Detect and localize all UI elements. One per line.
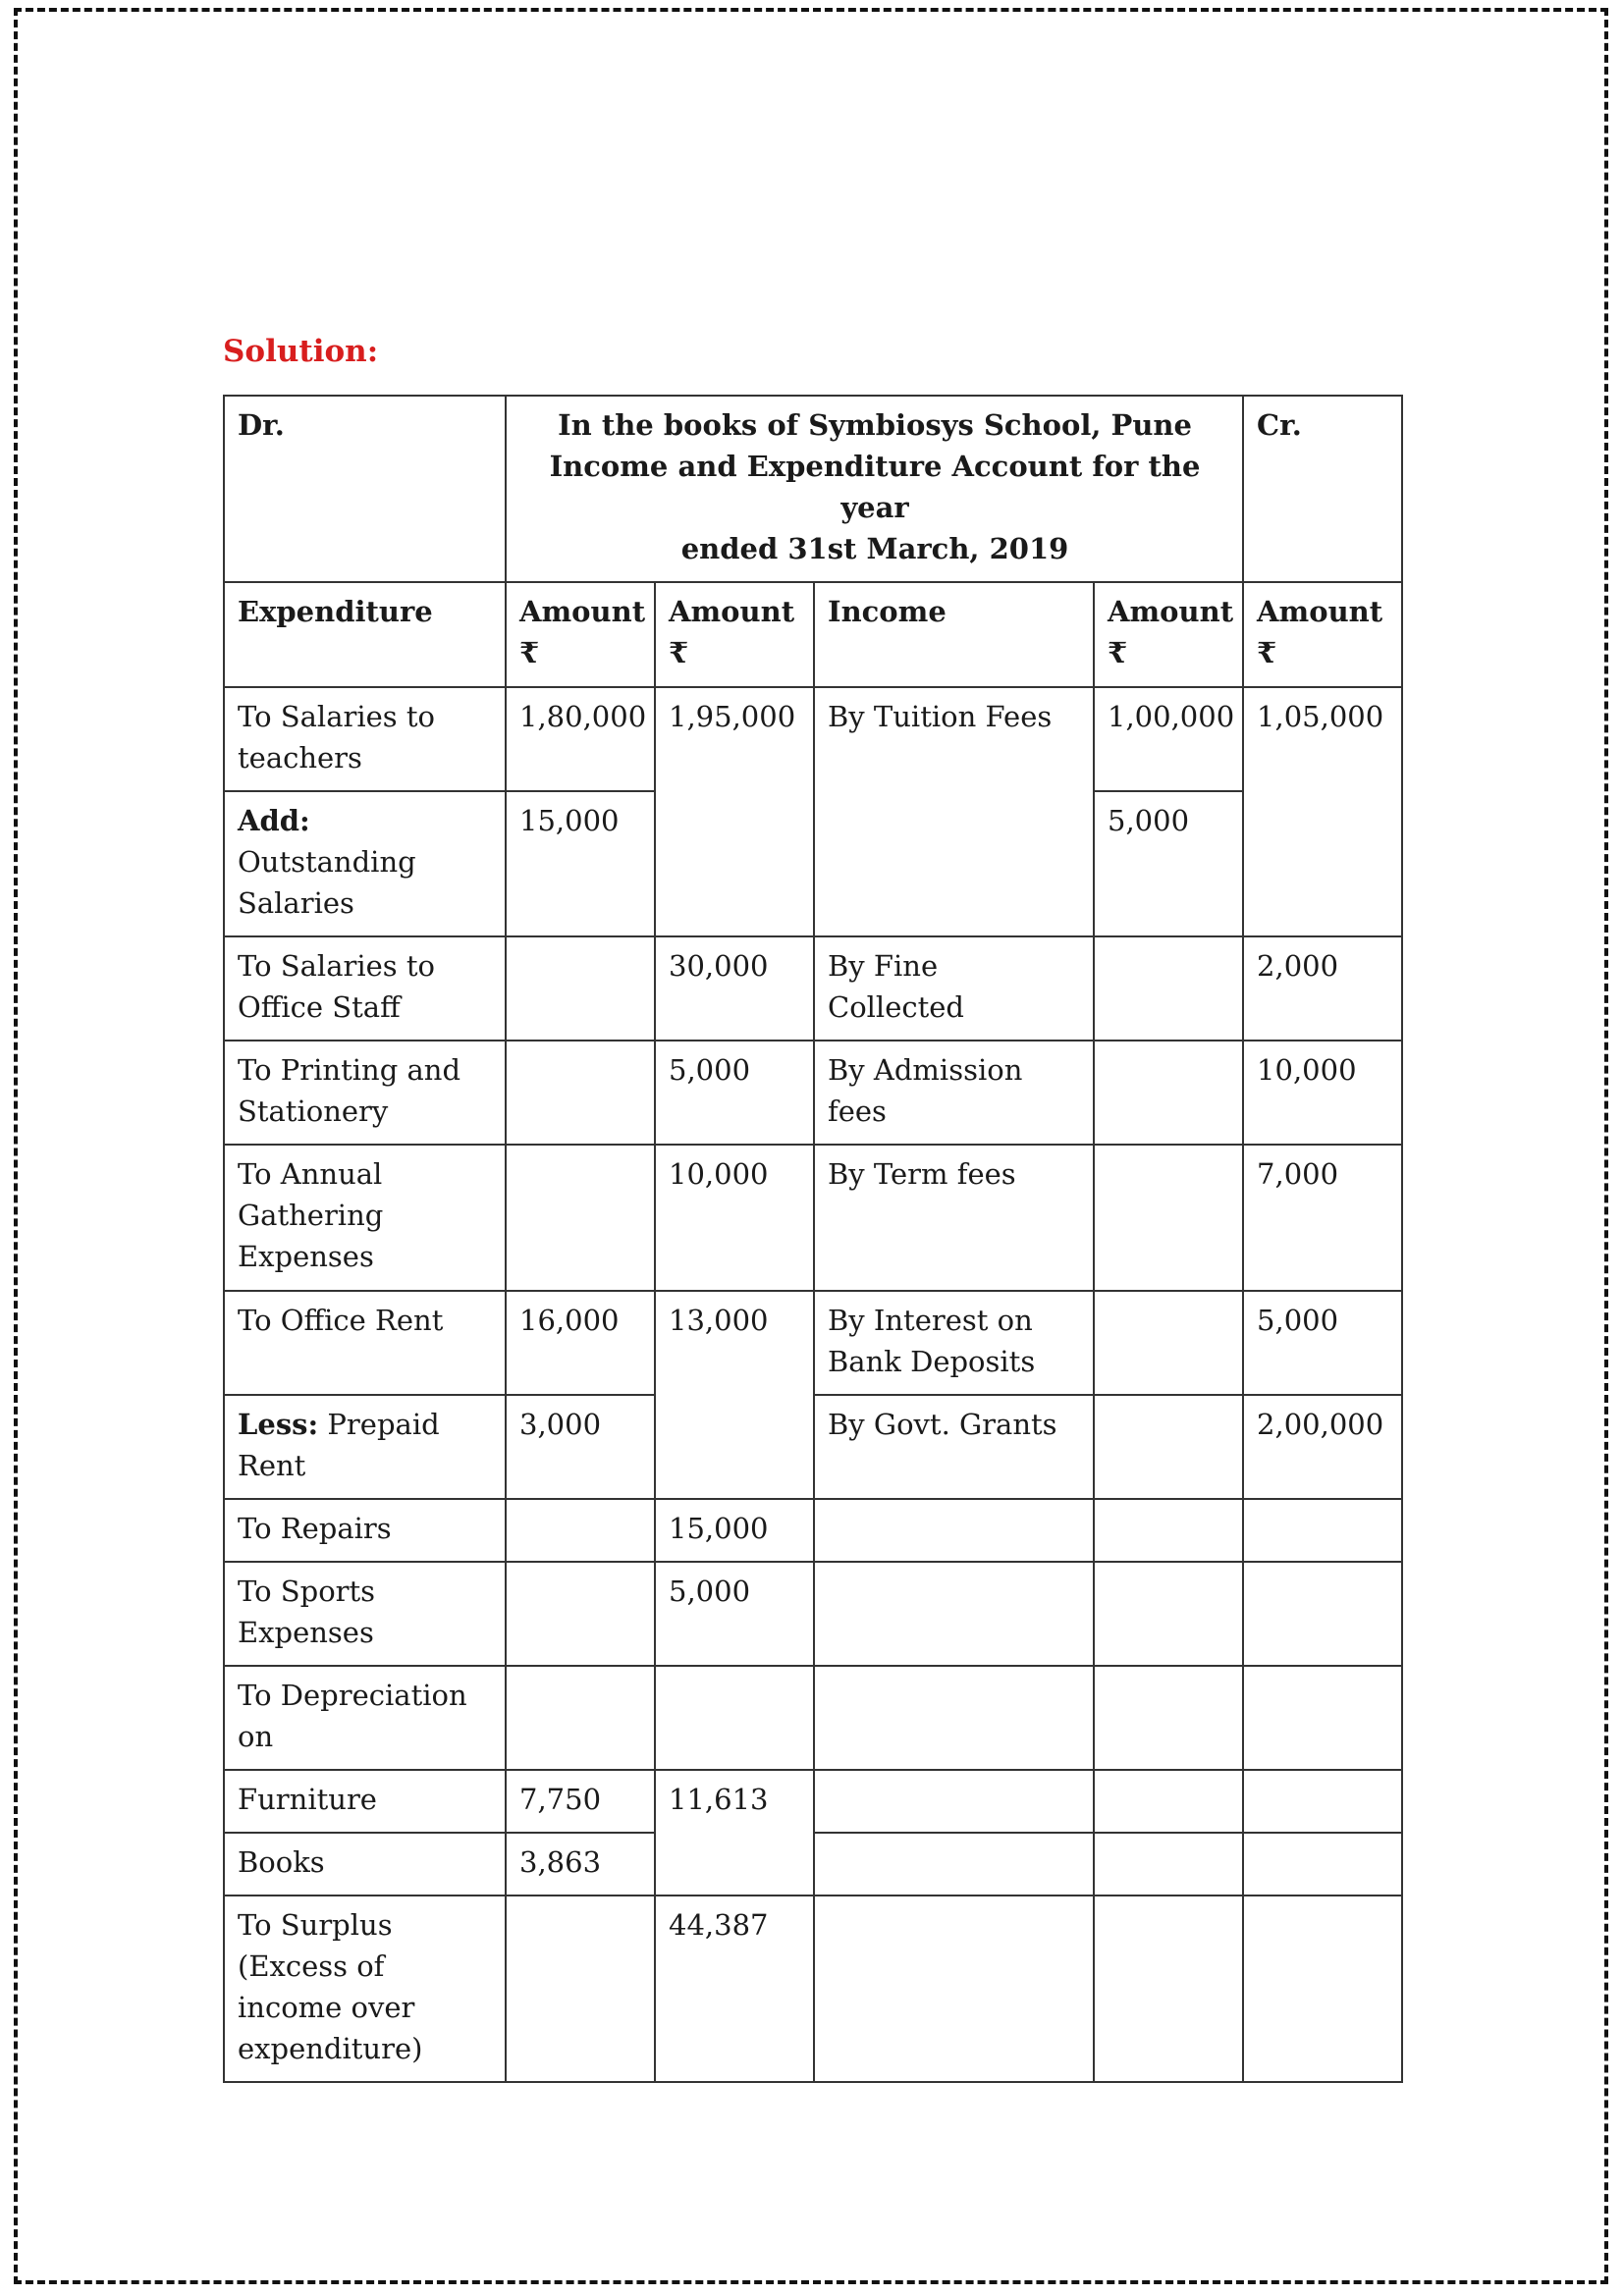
amount-header: Amount ₹ (655, 582, 814, 687)
amount-cell (1094, 1896, 1243, 2082)
title-line-2: Income and Expenditure Account for the year (549, 450, 1201, 524)
expenditure-cell: To Sports Expenses (224, 1562, 506, 1666)
amount-cell: 3,000 (506, 1395, 655, 1499)
amount-cell: 3,863 (506, 1833, 655, 1896)
expenditure-cell: To Salaries to teachers (224, 687, 506, 791)
rupee-icon: ₹ (1257, 636, 1277, 669)
cr-label: Cr. (1243, 396, 1402, 582)
table-row (224, 687, 1402, 791)
dr-label: Dr. (224, 396, 506, 582)
table-row (224, 1041, 1402, 1145)
table-row (224, 1896, 1402, 2082)
amount-total-cell: 15,000 (655, 1499, 814, 1562)
expenditure-cell: To Surplus (Excess of income over expenditure) (224, 1896, 506, 2082)
amount-header: Amount ₹ (1243, 582, 1402, 687)
solution-heading: Solution: (223, 334, 379, 369)
table-row (224, 1395, 1402, 1499)
amount-total-cell (1243, 1562, 1402, 1666)
income-cell (814, 1666, 1094, 1770)
amount-cell (506, 1562, 655, 1666)
amount-total-cell (655, 1666, 814, 1770)
amount-total-cell: 2,00,000 (1243, 1395, 1402, 1499)
table-row (224, 1770, 1402, 1833)
amount-total-cell (1243, 1666, 1402, 1770)
amount-total-cell: 13,000 (655, 1291, 814, 1499)
amount-total-cell: 10,000 (655, 1145, 814, 1291)
expenditure-cell: To Repairs (224, 1499, 506, 1562)
table-row (224, 1562, 1402, 1666)
income-cell: By Term fees (814, 1145, 1094, 1291)
amount-total-cell (1243, 1833, 1402, 1896)
rupee-icon: ₹ (669, 636, 689, 669)
amount-total-cell: 5,000 (1243, 1291, 1402, 1395)
income-cell (814, 1833, 1094, 1896)
amount-cell (506, 1666, 655, 1770)
amount-total-cell: 1,95,000 (655, 687, 814, 936)
amount-cell: 1,80,000 (506, 687, 655, 791)
amount-cell (506, 1499, 655, 1562)
amount-total-cell (1243, 1896, 1402, 2082)
expenditure-cell: To Printing and Stationery (224, 1041, 506, 1145)
table-row (224, 1666, 1402, 1770)
table-row (224, 936, 1402, 1041)
amount-header: Amount ₹ (1094, 582, 1243, 687)
expenditure-cell: Add: Outstanding Salaries (224, 791, 506, 936)
amount-total-cell: 1,05,000 (1243, 687, 1402, 936)
amount-total-cell: 7,000 (1243, 1145, 1402, 1291)
amount-cell: 1,00,000 (1094, 687, 1243, 791)
expenditure-cell: Less: Prepaid Rent (224, 1395, 506, 1499)
amount-header: Amount ₹ (506, 582, 655, 687)
amount-cell (506, 936, 655, 1041)
expenditure-header: Expenditure (224, 582, 506, 687)
title-line-3: ended 31st March, 2019 (680, 532, 1069, 565)
expenditure-cell: To Salaries to Office Staff (224, 936, 506, 1041)
amount-cell (506, 1896, 655, 2082)
amount-cell (506, 1145, 655, 1291)
amount-total-cell (1243, 1499, 1402, 1562)
column-header-row (224, 582, 1402, 687)
table-row (224, 396, 1402, 582)
amount-cell (1094, 1499, 1243, 1562)
amount-cell (506, 1041, 655, 1145)
income-cell: By Govt. Grants (814, 1395, 1094, 1499)
amount-cell (1094, 1666, 1243, 1770)
table-row (224, 1291, 1402, 1395)
expenditure-cell: To Office Rent (224, 1291, 506, 1395)
amount-cell (1094, 1145, 1243, 1291)
table-row (224, 1145, 1402, 1291)
income-cell (814, 1770, 1094, 1833)
amount-cell (1094, 1770, 1243, 1833)
rupee-icon: ₹ (1108, 636, 1128, 669)
amount-total-cell: 5,000 (655, 1041, 814, 1145)
income-header: Income (814, 582, 1094, 687)
table-row (224, 1833, 1402, 1896)
income-cell: By Interest on Bank Deposits (814, 1291, 1094, 1395)
amount-cell (1094, 936, 1243, 1041)
table-row (224, 1499, 1402, 1562)
expenditure-cell: Books (224, 1833, 506, 1896)
income-cell (814, 1896, 1094, 2082)
amount-cell (1094, 1291, 1243, 1395)
income-cell (814, 1562, 1094, 1666)
amount-total-cell: 30,000 (655, 936, 814, 1041)
amount-total-cell: 44,387 (655, 1896, 814, 2082)
amount-total-cell: 11,613 (655, 1770, 814, 1896)
expenditure-cell: To Annual Gathering Expenses (224, 1145, 506, 1291)
income-cell: By Admission fees (814, 1041, 1094, 1145)
amount-cell (1094, 1833, 1243, 1896)
income-cell (814, 1499, 1094, 1562)
amount-total-cell: 2,000 (1243, 936, 1402, 1041)
amount-cell: 7,750 (506, 1770, 655, 1833)
amount-cell: 16,000 (506, 1291, 655, 1395)
account-title (506, 396, 1243, 582)
rupee-icon: ₹ (519, 636, 540, 669)
title-line-1: In the books of Symbiosys School, Pune (558, 408, 1192, 442)
amount-cell: 5,000 (1094, 791, 1243, 936)
amount-total-cell: 10,000 (1243, 1041, 1402, 1145)
amount-total-cell (1243, 1770, 1402, 1833)
expenditure-cell: To Depreciation on (224, 1666, 506, 1770)
amount-cell (1094, 1562, 1243, 1666)
income-cell: By Fine Collected (814, 936, 1094, 1041)
amount-cell (1094, 1041, 1243, 1145)
amount-total-cell: 5,000 (655, 1562, 814, 1666)
amount-cell: 15,000 (506, 791, 655, 936)
amount-cell (1094, 1395, 1243, 1499)
income-expenditure-table (223, 395, 1403, 2083)
expenditure-cell: Furniture (224, 1770, 506, 1833)
income-cell: By Tuition Fees (814, 687, 1094, 936)
